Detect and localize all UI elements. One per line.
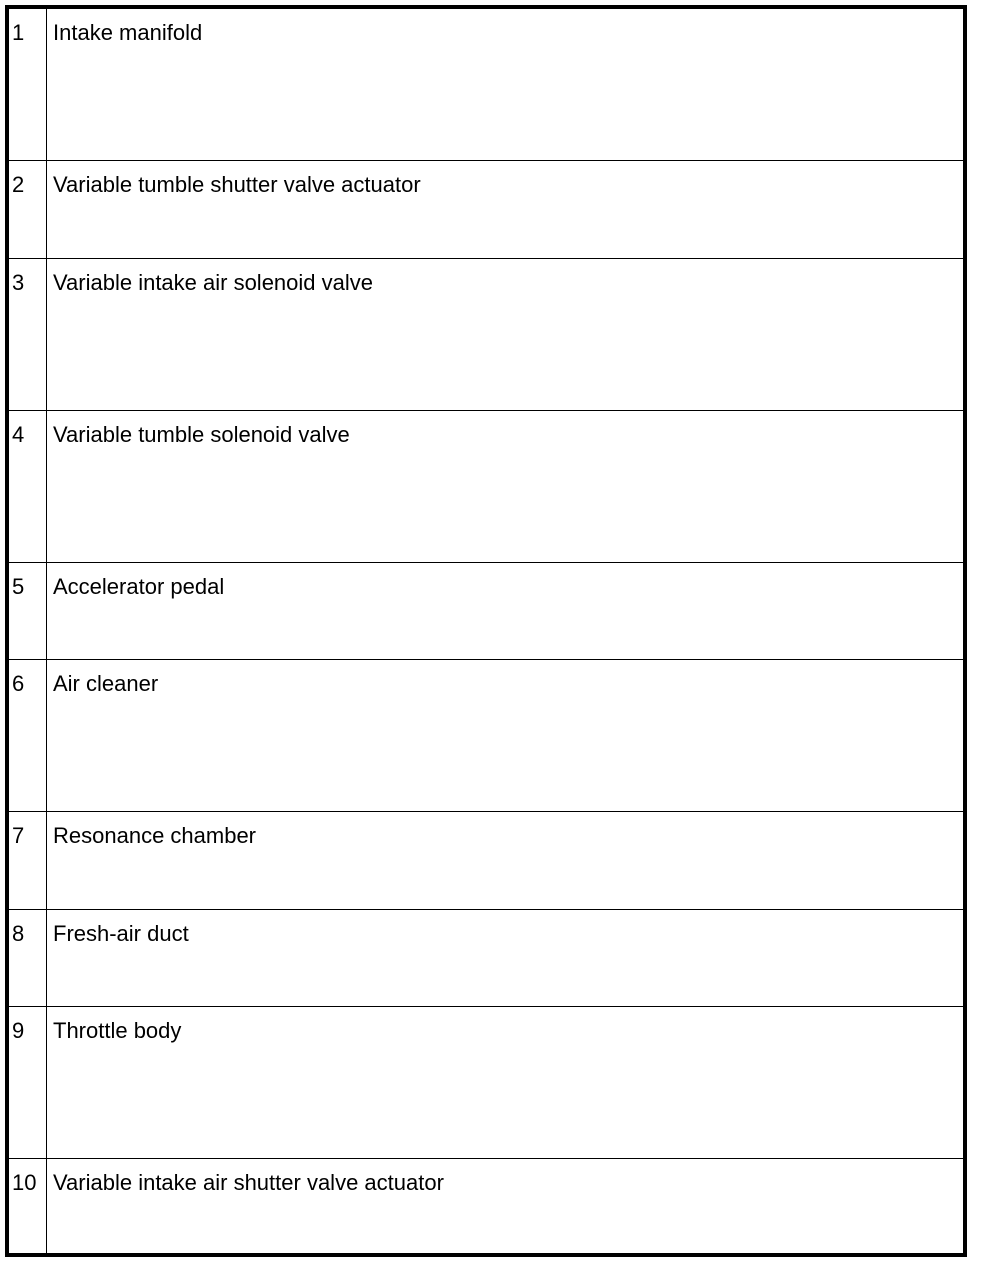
item-number: 2: [9, 161, 47, 258]
table-row: [9, 411, 963, 563]
component-legend-table: [5, 5, 967, 1257]
item-number: 4: [9, 411, 47, 562]
item-number: 3: [9, 259, 47, 410]
table-row: [9, 660, 963, 812]
table-row: [9, 812, 963, 910]
item-number: 9: [9, 1007, 47, 1158]
table-row: [9, 910, 963, 1008]
item-number: 6: [9, 660, 47, 811]
item-label: Variable intake air solenoid valve: [53, 269, 373, 295]
item-label: Variable tumble shutter valve actuator: [53, 172, 421, 197]
item-number: 10: [9, 1159, 47, 1253]
item-number: 8: [9, 910, 47, 1007]
table-row: [9, 161, 963, 259]
item-number: 7: [9, 812, 47, 909]
item-label: Fresh-air duct: [53, 920, 189, 946]
item-number: 1: [9, 9, 47, 160]
table-row: [9, 259, 963, 411]
item-label: Resonance chamber: [53, 823, 257, 848]
table-row: [9, 1159, 963, 1253]
item-label: Accelerator pedal: [53, 573, 225, 599]
table-row: [9, 1007, 963, 1159]
item-number: 5: [9, 563, 47, 660]
table-row: [9, 563, 963, 661]
item-label: Air cleaner: [53, 671, 159, 696]
item-label: Variable intake air shutter valve actuator: [53, 1170, 444, 1195]
item-label: Variable tumble solenoid valve: [53, 421, 350, 447]
table-row: [9, 9, 963, 161]
item-label: Intake manifold: [53, 20, 203, 45]
item-label: Throttle body: [53, 1018, 182, 1043]
